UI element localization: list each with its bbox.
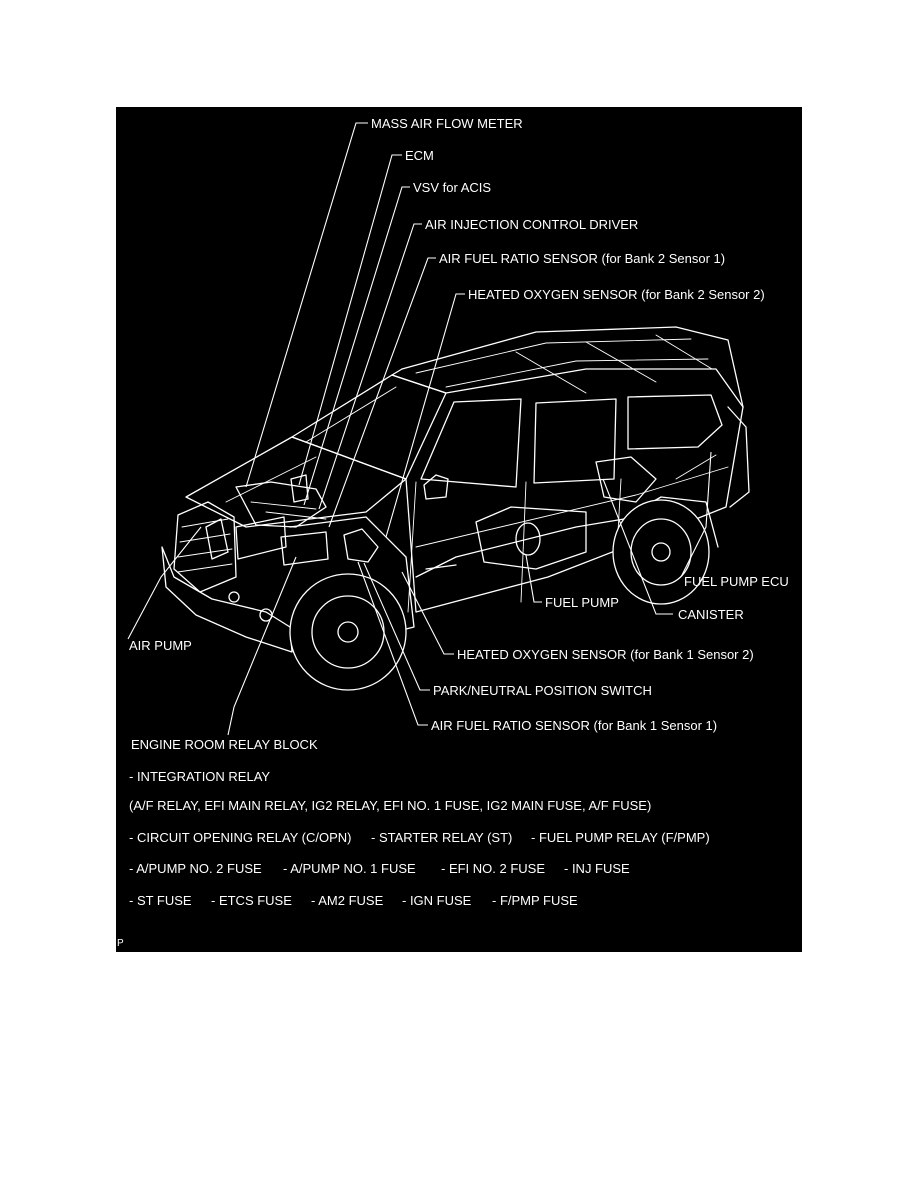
vehicle-illustration — [116, 107, 802, 952]
label-af-sensor-bank2-sensor1: AIR FUEL RATIO SENSOR (for Bank 2 Sensor 1) — [439, 251, 726, 266]
fuse-st: - ST FUSE — [129, 893, 192, 908]
label-park-neutral-position-switch: PARK/NEUTRAL POSITION SWITCH — [433, 683, 652, 698]
front-wheel — [290, 574, 406, 690]
leader-lines — [128, 123, 711, 735]
relay-circuit-opening: - CIRCUIT OPENING RELAY (C/OPN) — [129, 830, 352, 845]
label-af-sensor-bank1-sensor1: AIR FUEL RATIO SENSOR (for Bank 1 Sensor 1) — [431, 718, 718, 733]
fuse-etcs: - ETCS FUSE — [211, 893, 292, 908]
integration-relay-contents: (A/F RELAY, EFI MAIN RELAY, IG2 RELAY, EFI NO. 1 FUSE, IG2 MAIN FUSE, A/F FUSE) — [129, 798, 652, 813]
relay-starter: - STARTER RELAY (ST) — [371, 830, 513, 845]
label-mass-air-flow-meter: MASS AIR FLOW METER — [371, 116, 523, 131]
label-fuel-pump-ecu: FUEL PUMP ECU — [684, 574, 789, 589]
fuse-ign: - IGN FUSE — [402, 893, 472, 908]
label-ecm: ECM — [405, 148, 434, 163]
relay-block-title: ENGINE ROOM RELAY BLOCK — [131, 737, 318, 752]
fuse-efi-no2: - EFI NO. 2 FUSE — [441, 861, 546, 876]
label-vsv-for-acis: VSV for ACIS — [413, 180, 492, 195]
fuse-apump-no1: - A/PUMP NO. 1 FUSE — [283, 861, 416, 876]
label-ho2-sensor-bank1-sensor2: HEATED OXYGEN SENSOR (for Bank 1 Sensor 2) — [457, 647, 754, 662]
label-ho2-sensor-bank2-sensor2: HEATED OXYGEN SENSOR (for Bank 2 Sensor 2) — [468, 287, 765, 302]
component-location-diagram — [116, 107, 802, 952]
fuse-fpmp: - F/PMP FUSE — [492, 893, 578, 908]
relay-fuel-pump: - FUEL PUMP RELAY (F/PMP) — [531, 830, 710, 845]
integration-relay: - INTEGRATION RELAY — [129, 769, 271, 784]
label-air-injection-control-driver: AIR INJECTION CONTROL DRIVER — [425, 217, 639, 232]
fuse-inj: - INJ FUSE — [564, 861, 630, 876]
corner-mark: P — [117, 938, 124, 949]
fuse-am2: - AM2 FUSE — [311, 893, 384, 908]
label-air-pump: AIR PUMP — [129, 638, 192, 653]
label-canister: CANISTER — [678, 607, 744, 622]
fuse-apump-no2: - A/PUMP NO. 2 FUSE — [129, 861, 262, 876]
label-fuel-pump: FUEL PUMP — [545, 595, 619, 610]
